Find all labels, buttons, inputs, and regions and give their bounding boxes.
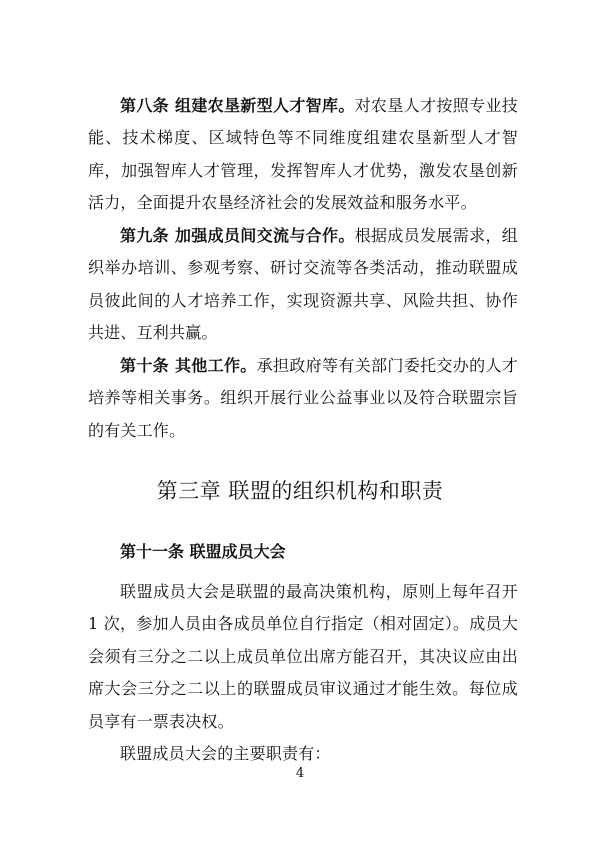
article-11-paragraph-2: 联盟成员大会的主要职责有： — [120, 744, 331, 763]
article-10-paragraph — [88, 350, 518, 447]
article-8-paragraph — [88, 90, 518, 220]
article-10-body: 承担政府等有关部门委托交办的人才培养等相关事务。组织开展行业公益事业以及符合联盟宗旨的有关工作。 — [88, 356, 518, 440]
article-9-body: 根据成员发展需求，组织举办培训、参观考察、研讨交流等各类活动，推动联盟成员彼此间的人才培养工作，实现资源共享、风险共担、协作共进、互利共赢。 — [88, 226, 518, 343]
article-9-title: 第九条 加强成员间交流与合作。 — [120, 226, 355, 245]
article-8-body: 对农垦人才按照专业技能、技术梯度、区域特色等不同维度组建农垦新型人才智库，加强智库人才管理，发挥智库人才优势，激发农垦创新活力，全面提升农垦经济社会的发展效益和服务水平。 — [88, 96, 518, 213]
article-11-title: 第十一条 联盟成员大会 — [120, 542, 286, 561]
article-11-paragraph-1: 联盟成员大会是联盟的最高决策机构，原则上每年召开 1 次，参加人员由各成员单位自行指定（相对固定）。成员大会须有三分之二以上成员单位出席方能召开，其决议应由出席大会三分之二以上的联盟成员审议通过才能生效。每位成员享有一票表决权。 — [88, 582, 518, 731]
article-10-title: 第十条 其他工作。 — [120, 356, 257, 375]
page-number: 4 — [295, 766, 305, 781]
article-9-paragraph — [88, 220, 518, 350]
chapter-title: 第三章 联盟的组织机构和职责 — [156, 479, 444, 503]
article-8-title: 第八条 组建农垦新型人才智库。 — [120, 96, 355, 115]
